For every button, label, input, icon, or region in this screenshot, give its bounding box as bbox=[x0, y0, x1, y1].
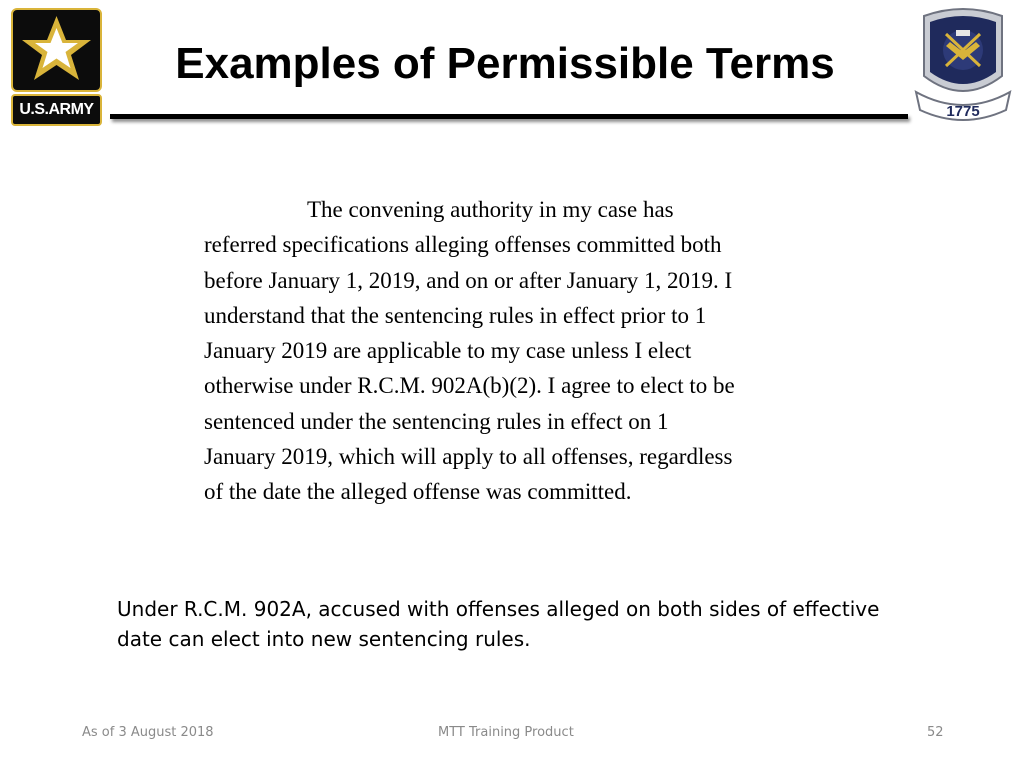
army-wordmark: U.S.ARMY bbox=[11, 94, 102, 126]
us-army-logo bbox=[11, 8, 102, 126]
election-statement-quote bbox=[204, 192, 804, 510]
footer-page-number: 52 bbox=[927, 725, 944, 740]
quote-line: before January 1, 2019, and on or after January 1, 2019. I bbox=[204, 267, 733, 293]
quote-line: January 2019 are applicable to my case unless I elect bbox=[204, 338, 692, 364]
crest-year: 1775 bbox=[946, 103, 980, 120]
quote-line: understand that the sentencing rules in effect prior to 1 bbox=[204, 302, 707, 328]
note-line: Under R.C.M. 902A, accused with offenses alleged on both sides of effective bbox=[117, 597, 880, 621]
title-underline bbox=[110, 114, 908, 119]
quote-line: referred specifications alleging offenses committed both bbox=[204, 232, 722, 258]
rcm-902a-note bbox=[117, 594, 917, 654]
jag-corps-crest bbox=[910, 6, 1016, 126]
note-line: date can elect into new sentencing rules. bbox=[117, 627, 531, 651]
quote-line: sentenced under the sentencing rules in effect on 1 bbox=[204, 408, 669, 434]
footer-date: As of 3 August 2018 bbox=[82, 725, 214, 740]
quote-line: of the date the alleged offense was committed. bbox=[204, 479, 632, 505]
army-star-emblem bbox=[11, 8, 102, 92]
quote-line: otherwise under R.C.M. 902A(b)(2). I agree to elect to be bbox=[204, 373, 735, 399]
star-icon bbox=[13, 10, 100, 90]
slide-title: Examples of Permissible Terms bbox=[175, 39, 835, 88]
quote-line: January 2019, which will apply to all offenses, regardless bbox=[204, 444, 733, 470]
footer-product: MTT Training Product bbox=[438, 725, 574, 740]
quote-line: The convening authority in my case has bbox=[307, 197, 674, 222]
